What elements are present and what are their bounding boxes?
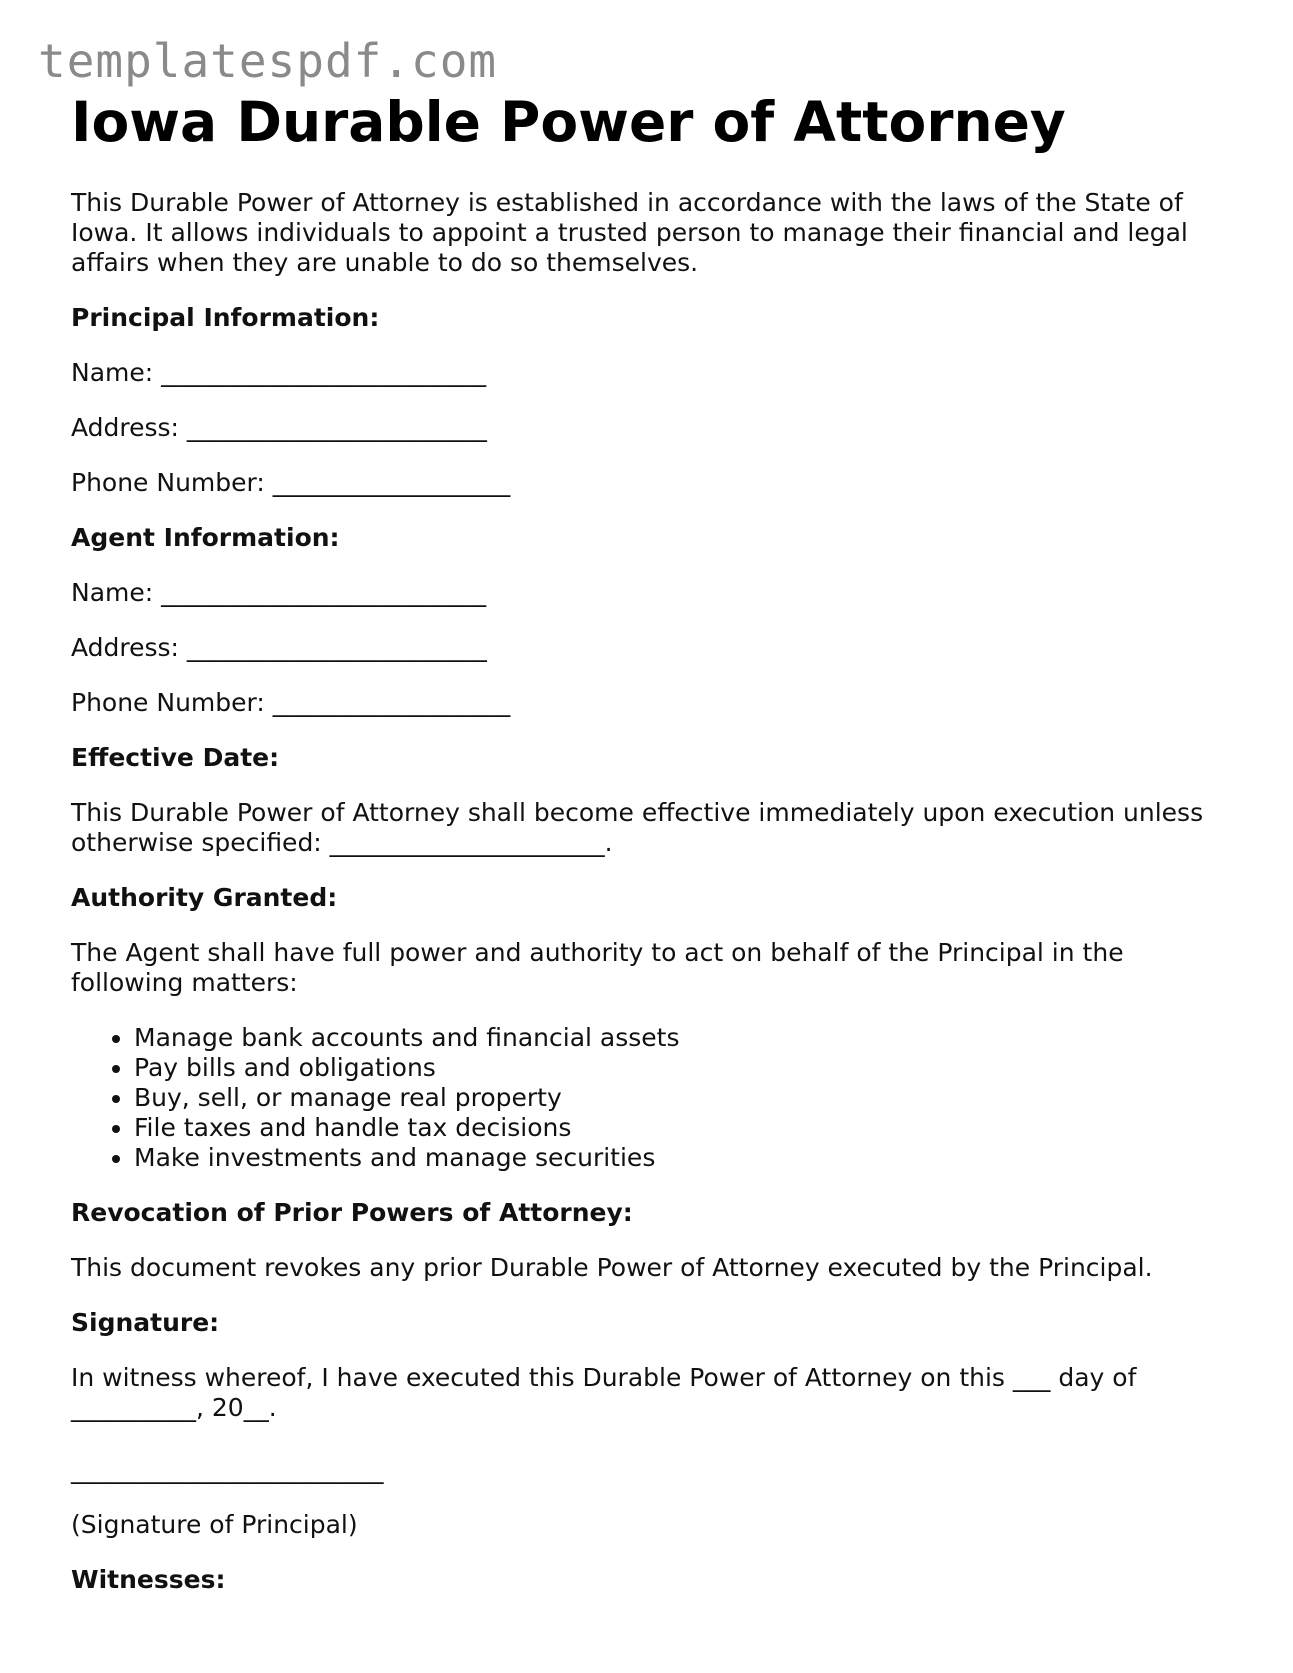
authority-list xyxy=(71,1023,1231,1173)
agent-name-field: Name: __________________________ xyxy=(71,578,487,607)
agent-heading: Agent Information: xyxy=(71,523,340,552)
signature-caption: (Signature of Principal) xyxy=(71,1510,358,1539)
watermark: templatespdf.com xyxy=(38,34,498,88)
intro-paragraph: This Durable Power of Attorney is established in accordance with the laws of the State of Iowa. It allows individuals to appoint a trusted person to manage their financial and legal affairs when they are unable to do so themselves. xyxy=(71,188,1188,277)
authority-text: The Agent shall have full power and authority to act on behalf of the Principal in the following matters: xyxy=(71,938,1124,997)
effective-date-text: This Durable Power of Attorney shall become effective immediately upon execution unless otherwise specified: ______________________. xyxy=(71,798,1204,857)
principal-address-field: Address: ________________________ xyxy=(71,413,487,442)
list-item: • Make investments and manage securities xyxy=(134,1143,1231,1173)
page-title: Iowa Durable Power of Attorney xyxy=(71,90,1066,154)
list-item: • Pay bills and obligations xyxy=(134,1053,1231,1083)
revocation-text: This document revokes any prior Durable Power of Attorney executed by the Principal. xyxy=(71,1253,1153,1282)
list-item: • File taxes and handle tax decisions xyxy=(134,1113,1231,1143)
agent-address-field: Address: ________________________ xyxy=(71,633,487,662)
principal-heading: Principal Information: xyxy=(71,303,380,332)
signature-text: In witness whereof, I have executed this Durable Power of Attorney on this ___ day of __________, 20__. xyxy=(71,1363,1137,1422)
effective-date-heading: Effective Date: xyxy=(71,743,280,772)
signature-heading: Signature: xyxy=(71,1308,220,1337)
list-item: • Manage bank accounts and financial assets xyxy=(134,1023,1231,1053)
revocation-heading: Revocation of Prior Powers of Attorney: xyxy=(71,1198,633,1227)
list-item: • Buy, sell, or manage real property xyxy=(134,1083,1231,1113)
signature-line: _________________________ xyxy=(71,1455,384,1484)
principal-name-field: Name: __________________________ xyxy=(71,358,487,387)
witnesses-heading: Witnesses: xyxy=(71,1565,226,1594)
document xyxy=(71,88,1231,1595)
principal-phone-field: Phone Number: ___________________ xyxy=(71,468,511,497)
agent-phone-field: Phone Number: ___________________ xyxy=(71,688,511,717)
authority-heading: Authority Granted: xyxy=(71,883,338,912)
